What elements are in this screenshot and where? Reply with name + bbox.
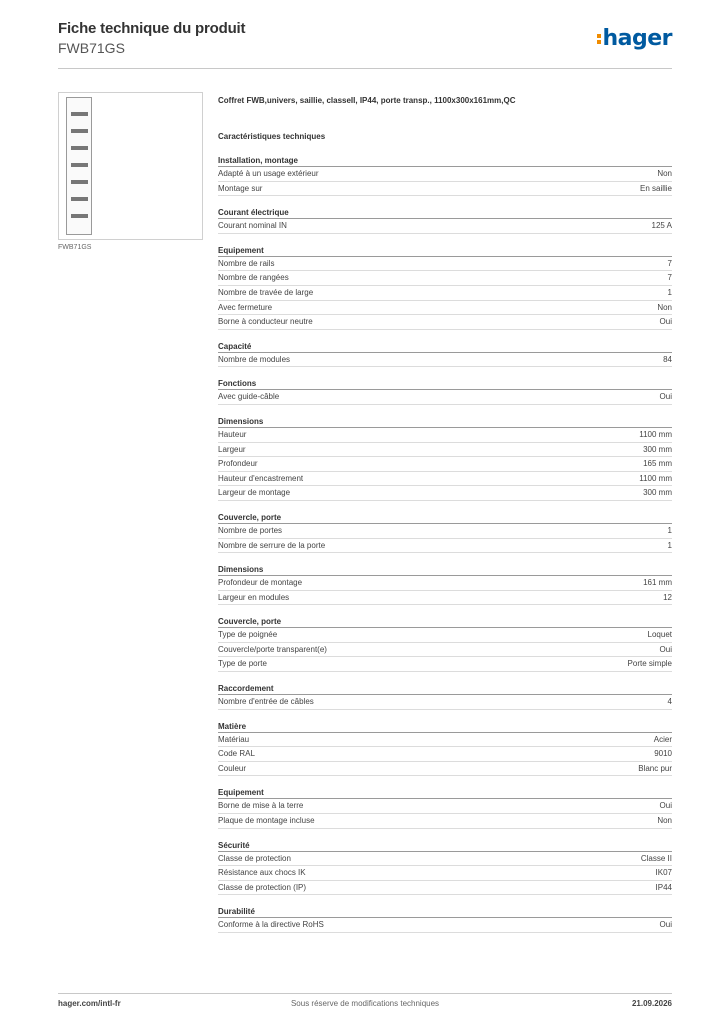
- cabinet-illustration-icon: [66, 97, 92, 235]
- spec-label: Hauteur: [218, 429, 247, 439]
- spec-value: Acier: [653, 734, 672, 744]
- footer-website: hager.com/intl-fr: [58, 999, 121, 1008]
- page-header: [58, 20, 672, 68]
- spec-section-title: Installation, montage: [218, 155, 672, 167]
- page-title: Fiche technique du produit: [58, 20, 246, 37]
- characteristics-heading: Caractéristiques techniques: [218, 132, 326, 141]
- spec-row: [218, 643, 672, 658]
- spec-label: Classe de protection (IP): [218, 882, 307, 892]
- spec-value: Classe II: [640, 853, 672, 863]
- spec-row: [218, 762, 672, 777]
- spec-label: Borne à conducteur neutre: [218, 317, 313, 327]
- spec-content: [218, 96, 672, 933]
- spec-row: [218, 747, 672, 762]
- spec-row: [218, 657, 672, 672]
- spec-label: Matériau: [218, 734, 250, 744]
- footer-date: 21.09.2026: [631, 999, 672, 1008]
- spec-value: 7: [667, 258, 672, 268]
- spec-row: [218, 301, 672, 316]
- spec-label: Résistance aux chocs IK: [218, 868, 306, 878]
- spec-value: 9010: [654, 749, 672, 759]
- spec-row: [218, 576, 672, 591]
- spec-section-title: Equipement: [218, 245, 672, 257]
- spec-row: [218, 866, 672, 881]
- spec-section-title: Fonctions: [218, 378, 672, 390]
- spec-section: [218, 840, 672, 896]
- spec-value: Non: [657, 302, 672, 312]
- spec-section: [218, 512, 672, 553]
- spec-row: [218, 219, 672, 234]
- spec-row: [218, 524, 672, 539]
- spec-row: [218, 695, 672, 710]
- spec-value: Loquet: [647, 630, 672, 640]
- spec-row: [218, 591, 672, 606]
- spec-label: Nombre de modules: [218, 354, 291, 364]
- spec-value: 300 mm: [643, 444, 672, 454]
- product-image-caption: FWB71GS: [58, 244, 92, 251]
- spec-label: Classe de protection: [218, 853, 291, 863]
- spec-value: 7: [667, 273, 672, 283]
- spec-section: [218, 378, 672, 405]
- spec-value: 84: [663, 354, 672, 364]
- spec-section: [218, 207, 672, 234]
- product-description: Coffret FWB,univers, saillie, classeII, IP44, porte transp., 1100x300x161mm,QC: [218, 96, 516, 105]
- spec-row: [218, 539, 672, 554]
- spec-label: Nombre de travée de large: [218, 287, 314, 297]
- spec-value: 125 A: [651, 221, 672, 231]
- spec-label: Nombre de serrure de la porte: [218, 540, 326, 550]
- spec-value: Oui: [659, 801, 672, 811]
- spec-section-title: Couvercle, porte: [218, 616, 672, 628]
- spec-value: 1: [667, 525, 672, 535]
- spec-label: Type de porte: [218, 659, 267, 669]
- spec-section-title: Dimensions: [218, 416, 672, 428]
- spec-row: [218, 443, 672, 458]
- spec-row: [218, 918, 672, 933]
- spec-label: Nombre de rails: [218, 258, 275, 268]
- spec-section-title: Capacité: [218, 341, 672, 353]
- spec-sections: [218, 155, 672, 933]
- spec-row: [218, 472, 672, 487]
- spec-section: [218, 616, 672, 672]
- spec-section-title: Raccordement: [218, 683, 672, 695]
- spec-section-title: Durabilité: [218, 906, 672, 918]
- spec-row: [218, 315, 672, 330]
- spec-label: Avec guide-câble: [218, 392, 280, 402]
- spec-value: Oui: [659, 392, 672, 402]
- spec-value: 165 mm: [643, 459, 672, 469]
- spec-row: [218, 353, 672, 368]
- hager-logo: [597, 26, 672, 51]
- spec-value: Oui: [659, 644, 672, 654]
- spec-label: Code RAL: [218, 749, 255, 759]
- spec-section-title: Couvercle, porte: [218, 512, 672, 524]
- spec-label: Conforme à la directive RoHS: [218, 920, 324, 930]
- spec-value: 1: [667, 287, 672, 297]
- spec-section: [218, 683, 672, 710]
- header-divider: [58, 68, 672, 69]
- spec-value: 300 mm: [643, 488, 672, 498]
- spec-section-title: Dimensions: [218, 564, 672, 576]
- spec-row: [218, 852, 672, 867]
- spec-label: Borne de mise à la terre: [218, 801, 304, 811]
- logo-dots-icon: [597, 32, 601, 46]
- spec-section-title: Equipement: [218, 787, 672, 799]
- spec-label: Nombre d'entrée de câbles: [218, 697, 314, 707]
- spec-section: [218, 155, 672, 196]
- spec-row: [218, 390, 672, 405]
- spec-section-title: Courant électrique: [218, 207, 672, 219]
- spec-value: 1100 mm: [639, 473, 672, 483]
- spec-label: Couvercle/porte transparent(e): [218, 644, 327, 654]
- spec-label: Profondeur de montage: [218, 578, 303, 588]
- logo-text: hager: [602, 26, 672, 51]
- product-reference: FWB71GS: [58, 40, 125, 56]
- spec-section: [218, 787, 672, 828]
- spec-row: [218, 799, 672, 814]
- spec-value: Porte simple: [627, 659, 672, 669]
- spec-label: Adapté à un usage extérieur: [218, 169, 319, 178]
- spec-section: [218, 564, 672, 605]
- spec-label: Montage sur: [218, 183, 263, 193]
- spec-row: [218, 271, 672, 286]
- spec-label: Type de poignée: [218, 630, 278, 640]
- spec-value: En saillie: [639, 183, 672, 193]
- spec-label: Courant nominal IN: [218, 221, 287, 231]
- spec-value: Non: [657, 816, 672, 826]
- spec-value: 161 mm: [643, 578, 672, 588]
- spec-label: Largeur: [218, 444, 246, 454]
- spec-value: Non: [657, 169, 672, 178]
- spec-row: [218, 881, 672, 896]
- spec-section-title: Sécurité: [218, 840, 672, 852]
- spec-label: Couleur: [218, 763, 247, 773]
- spec-value: Oui: [659, 920, 672, 930]
- spec-label: Largeur de montage: [218, 488, 291, 498]
- spec-value: Oui: [659, 317, 672, 327]
- spec-section: [218, 341, 672, 368]
- spec-row: [218, 257, 672, 272]
- spec-value: 1: [667, 540, 672, 550]
- spec-label: Plaque de montage incluse: [218, 816, 315, 826]
- spec-value: Blanc pur: [638, 763, 672, 773]
- spec-row: [218, 182, 672, 197]
- spec-value: 4: [667, 697, 672, 707]
- product-image: [58, 92, 203, 240]
- spec-section: [218, 245, 672, 330]
- spec-label: Hauteur d'encastrement: [218, 473, 304, 483]
- spec-value: 12: [663, 592, 672, 602]
- footer-notice: Sous réserve de modifications techniques: [290, 999, 440, 1008]
- spec-row: [218, 628, 672, 643]
- spec-section: [218, 721, 672, 777]
- spec-value: 1100 mm: [639, 429, 672, 439]
- spec-section: [218, 906, 672, 933]
- spec-value: IP44: [655, 882, 672, 892]
- spec-label: Largeur en modules: [218, 592, 290, 602]
- spec-row: [218, 286, 672, 301]
- spec-row: [218, 428, 672, 443]
- footer-divider: [58, 993, 672, 994]
- spec-row: [218, 814, 672, 829]
- spec-label: Avec fermeture: [218, 302, 273, 312]
- spec-section-title: Matière: [218, 721, 672, 733]
- spec-section: [218, 416, 672, 501]
- spec-label: Nombre de portes: [218, 525, 283, 535]
- spec-label: Profondeur: [218, 459, 258, 469]
- spec-row: [218, 167, 672, 182]
- spec-row: [218, 457, 672, 472]
- spec-row: [218, 733, 672, 748]
- spec-value: IK07: [655, 868, 672, 878]
- spec-label: Nombre de rangées: [218, 273, 289, 283]
- spec-row: [218, 486, 672, 501]
